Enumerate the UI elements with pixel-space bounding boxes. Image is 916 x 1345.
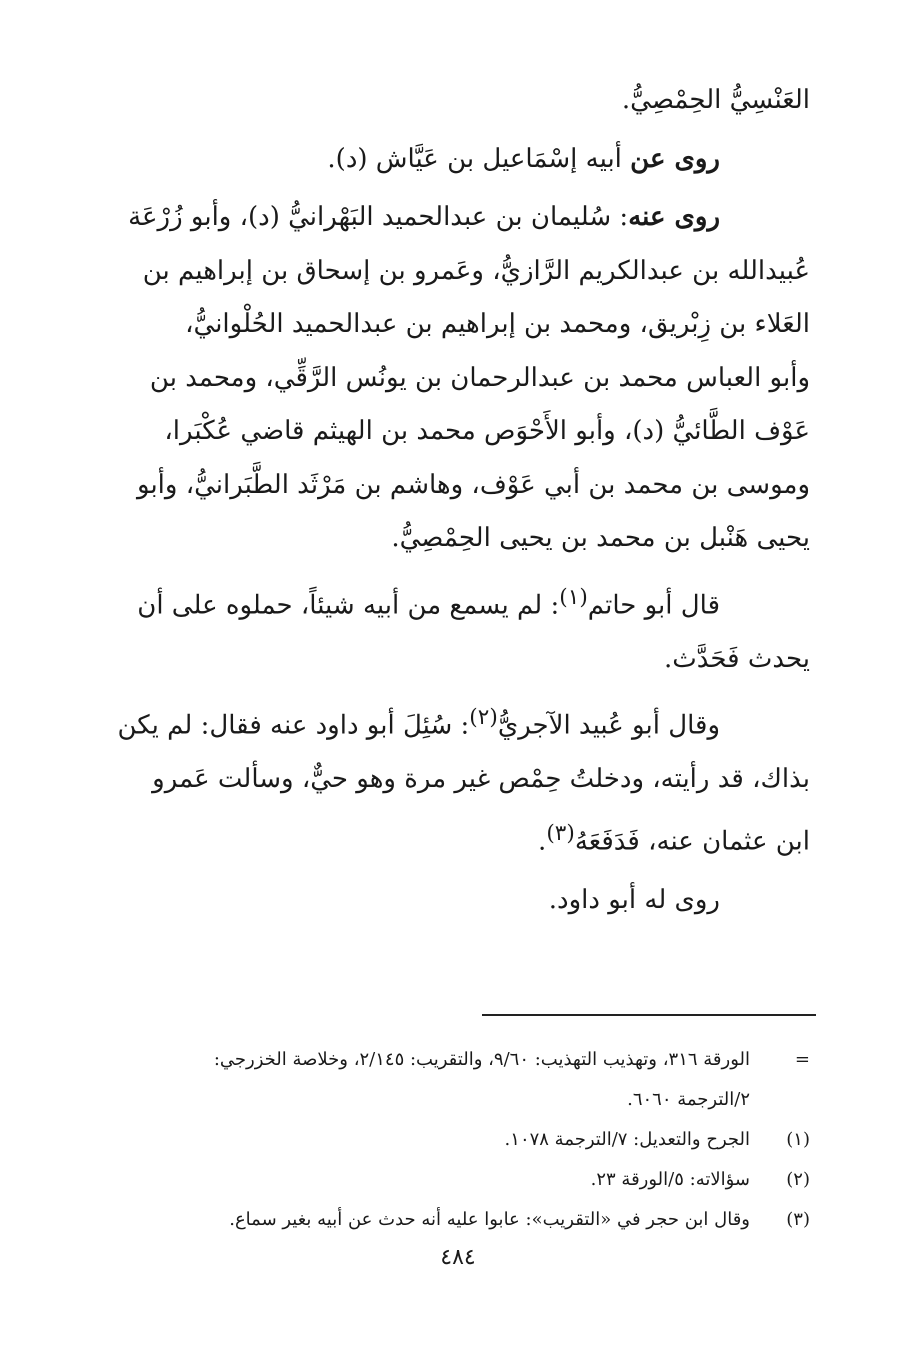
text-line: يحدث فَحَدَّث. xyxy=(663,643,810,674)
footnotes xyxy=(106,1040,810,1240)
text-segment: قال أبو حاتم xyxy=(587,590,720,621)
main-text xyxy=(106,74,810,932)
text-segment: أبيه إسْمَاعيل بن عَيَّاش (د). xyxy=(327,143,631,174)
footnote-3 xyxy=(106,1200,810,1240)
text-line: يحيى هَنْبل بن محمد بن يحيى الحِمْصِيُّ. xyxy=(391,523,810,553)
page-number: ٤٨٤ xyxy=(440,1245,476,1270)
footnote-2 xyxy=(106,1160,810,1200)
footnote-ref[interactable]: (٣) xyxy=(546,820,575,846)
footnote-text: وقال ابن حجر في «التقريب»: عابوا عليه أنه حدث عن أبيه بغير سماع. xyxy=(229,1209,750,1230)
footnote-1 xyxy=(106,1120,810,1160)
paragraph-rawa-anhu xyxy=(106,191,810,566)
text-segment: وقال أبو عُبيد الآجريُّ xyxy=(497,710,720,741)
text-segment: : سُئِلَ أبو داود عنه فقال: لم يكن xyxy=(117,710,470,741)
text-line: وأبو العباس محمد بن عبدالرحمان بن يونُس الرَّقِّي، ومحمد بن xyxy=(149,362,810,393)
text-segment: : سُليمان بن عبدالحميد البَهْرانيُّ (د)، وأبو زُرْعَة xyxy=(128,202,629,232)
text-line xyxy=(106,571,810,633)
text-segment: ابن عثمان عنه، فَدَفَعَهُ xyxy=(574,826,810,857)
paragraph-rawa-an xyxy=(106,133,810,187)
paragraph-abu-hatim xyxy=(106,571,810,687)
text-line: العَنْسِيُّ الحِمْصِيُّ. xyxy=(621,85,810,115)
paragraph-nisba xyxy=(106,74,810,128)
paragraph-ajurri xyxy=(106,691,810,869)
text-line xyxy=(106,133,720,187)
footnote-mark: (٣) xyxy=(786,1209,810,1230)
text-line: عَوْف الطَّائيُّ (د)، وأبو الأَحْوَص محمد بن الهيثم قاضي عُكْبَرا، xyxy=(164,416,810,446)
footnote-continued-line2 xyxy=(106,1080,810,1120)
text-line: وموسى بن محمد بن أبي عَوْف، وهاشم بن مَرْثَد الطَّبَرانيُّ، وأبو xyxy=(137,469,810,500)
text-line: العَلاء بن زِبْريق، ومحمد بن إبراهيم بن عبدالحميد الحُلْوانيُّ، xyxy=(185,309,810,339)
text-segment: . xyxy=(538,826,547,857)
footnote-mark: = xyxy=(794,1049,810,1070)
paragraph-rawa-lahu xyxy=(106,874,810,928)
text-line: بذاك، قد رأيته، ودخلتُ حِمْص غير مرة وهو حيٌّ، وسألت عَمرو xyxy=(152,764,810,795)
text-line xyxy=(106,807,810,869)
footnote-mark: (١) xyxy=(786,1129,810,1150)
text-line: عُبيدالله بن عبدالكريم الرَّازيُّ، وعَمرو بن إسحاق بن إبراهيم بن xyxy=(142,255,810,286)
footnote-mark: (٢) xyxy=(786,1169,810,1190)
footnote-text: سؤالاته: ٥/الورقة ٢٣. xyxy=(590,1169,750,1190)
footnote-text: الجرح والتعديل: ٧/الترجمة ١٠٧٨. xyxy=(504,1129,750,1150)
footnote-text: الورقة ٣١٦، وتهذيب التهذيب: ٩/٦٠، والتقريب: ٢/١٤٥، وخلاصة الخزرجي: xyxy=(213,1049,750,1070)
footnote-ref[interactable]: (٢) xyxy=(469,705,498,731)
text-segment: : لم يسمع من أبيه شيئاً، حملوه على أن xyxy=(137,590,560,621)
footnote-divider xyxy=(482,1014,816,1016)
label-rawa-an: روى عن xyxy=(630,143,720,174)
footnote-continued xyxy=(106,1040,810,1080)
text-line: روى له أبو داود. xyxy=(548,884,720,915)
footnote-ref[interactable]: (١) xyxy=(559,584,588,610)
footnote-text: ٢/الترجمة ٦٠٦٠. xyxy=(627,1089,750,1110)
text-line xyxy=(106,691,810,753)
label-rawa-anhu: روى عنه xyxy=(628,202,720,232)
text-line xyxy=(106,191,810,245)
